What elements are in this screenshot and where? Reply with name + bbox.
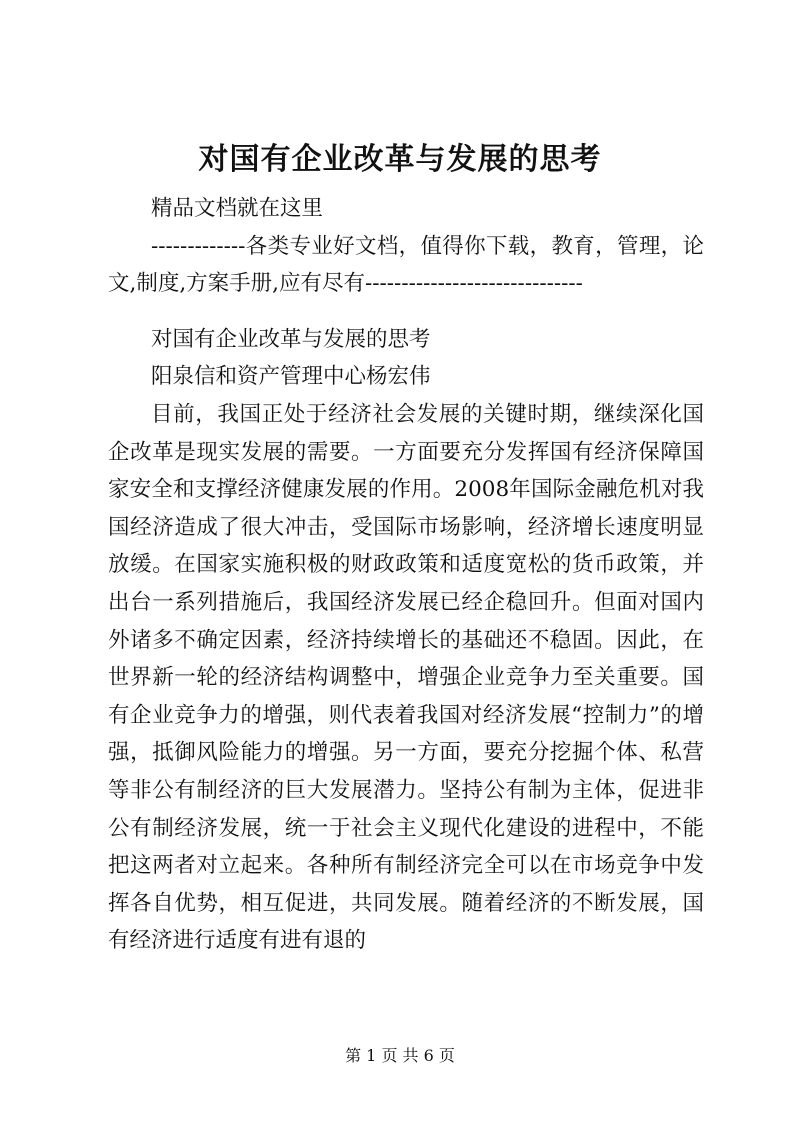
subtitle-line: 对国有企业改革与发展的思考 [151, 326, 431, 352]
paragraph-spacer [108, 303, 704, 321]
banner-line: -------------各类专业好文档，值得你下载，教育，管理，论文,制度,方案手册,应有尽有------------------------------ [108, 233, 704, 297]
body-paragraph: 目前，我国正处于经济社会发展的关键时期，继续深化国企改革是现实发展的需要。一方面要充分发挥国有经济保障国家安全和支撑经济健康发展的作用。2008年国际金融危机对我国经济造成了很大冲击，受国际市场影响，经济增长速度明显放缓。在国家实施积极的财政政策和适度宽松的货币政策，并出台一系列措施后，我国经济发展已经企稳回升。但面对国内外诸多不确定因素，经济持续增长的基础还不稳固。因此，在世界新一轮的经济结构调整中，增强企业竞争力至关重要。国有企业竞争力的增强，则代表着我国对经济发展“控制力”的增强，抵御风险能力的增强。另一方面，要充分挖掘个体、私营等非公有制经济的巨大发展潜力。坚持公有制为主体，促进非公有制经济发展，统一于社会主义现代化建设的进程中，不能把这两者对立起来。各种所有制经济完全可以在市场竞争中发挥各自优势，相互促进，共同发展。随着经济的不断发展，国有经济进行适度有进有退的 [108, 401, 704, 954]
author-line: 阳泉信和资产管理中心杨宏伟 [151, 364, 431, 390]
intro-line: 精品文档就在这里 [151, 196, 324, 221]
document-title: 对国有企业改革与发展的思考 [198, 142, 602, 177]
page-footer: 第 1 页 共 6 页 [345, 1046, 455, 1065]
document-body [108, 190, 704, 960]
